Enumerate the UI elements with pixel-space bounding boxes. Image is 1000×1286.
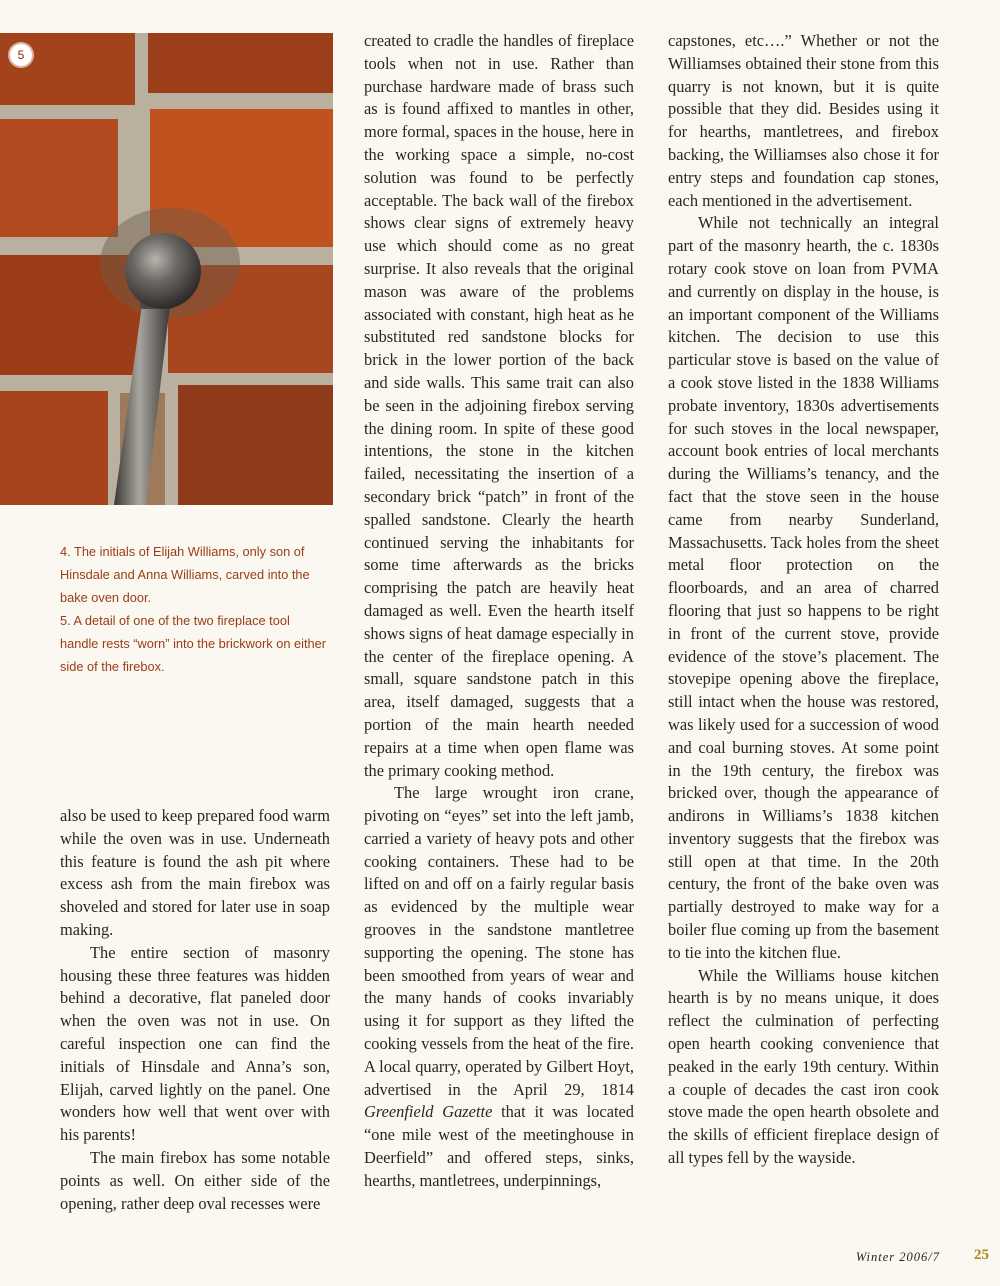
- paragraph: capstones, etc….” Whether or not the Williamses obtained their stone from this quarry is not known, but it is quite possible that they did. Besides using it for hearths, mantletrees, and firebox backing, the Williamses also chose it for entry steps and foundation cap stones, each mentioned in the advertisement.: [668, 31, 939, 210]
- paragraph: While the Williams house kitchen hearth is by no means unique, it does reflect the culmination of perfecting open hearth cooking convenience that peaked in the early 19th century. Within a couple of decades the cast iron cook stove made the open hearth obsolete and the skills of efficient fireplace design of all types fell by the wayside.: [668, 965, 939, 1168]
- paragraph: [364, 782, 634, 1192]
- paragraph: While not technically an integral part of the masonry hearth, the c. 1830s rotary cook stove on loan from PVMA and currently on display in the house, is an important component of the Williams kitchen. The decision to use this particular stove is based on the value of a cook stove listed in the 1838 Williams probate inventory, 1830s advertisements for such stoves in the local newspaper, account book entries of local merchants during the Williams’s tenancy, and the fact that the stove seen in the house came from nearby Sunderland, Massachusetts. Tack holes from the sheet metal floor protection on the floorboards, and an area of charred flooring that just so happens to be right in front of the current stove, provide evidence of the stove’s placement. The stovepipe opening above the fireplace, still intact when the house was restored, was likely used for a succession of wood and coal burning stoves. At some point in the 19th century, the firebox was bricked over, though the appearance of andirons in Williams’s 1838 kitchen inventory suggests that the firebox was still open at that time. In the 20th century, the front of the bake oven was partially destroyed to make way for a boiler flue coming up from the basement to tie into the kitchen flue.: [668, 213, 939, 962]
- caption-figure-5: 5. A detail of one of the two fireplace tool handle rests “worn” into the brickwork on either side of the firebox.: [60, 613, 327, 674]
- page-number: 25: [974, 1247, 989, 1263]
- paragraph: also be used to keep prepared food warm while the oven was in use. Underneath this feature is found the ash pit where excess ash from the main firebox was shoveled and stored for later use in soap making.: [60, 806, 330, 939]
- figure-number-badge: 5: [10, 44, 32, 66]
- paragraph: The entire section of masonry housing these three features was hidden behind a decorative, flat paneled door when the oven was not in use. On careful inspection one can find the initials of Hinsdale and Anna’s son, Elijah, carved lightly on the panel. One wonders how well that went over with his parents!: [60, 942, 330, 1145]
- paragraph: created to cradle the handles of fireplace tools when not in use. Rather than purchase hardware made of brass such as is found affixed to mantles in other, more formal, spaces in the house, here in the working space a simple, no-cost solution was found to be perfectly acceptable. The back wall of the firebox shows clear signs of extremely heavy use which should come as no great surprise. It also reveals that the original mason was aware of the problems associated with constant, high heat as he substituted red sandstone blocks for brick in the lower portion of the back and side walls. This same trait can also be seen in the adjoining firebox serving the dining room. In spite of these good intentions, the stone in the kitchen failed, necessitating the insertion of a secondary brick “patch” in front of the spalled sandstone. Clearly the hearth continued serving the inhabitants for some time afterwards as the bricks comprising the patch are heavily heat damaged as well. Even the hearth itself shows signs of heat damage especially in the center of the fireplace opening. A small, square sandstone patch in this area, itself damaged, suggests that a portion of the main hearth needed repairs at a time when open flame was the primary cooking method.: [364, 31, 634, 780]
- paragraph: The main firebox has some notable points as well. On either side of the opening, rather deep oval recesses were: [60, 1147, 330, 1213]
- text-column-1: [60, 805, 330, 1215]
- brick-photo: [0, 33, 333, 505]
- newspaper-title: Greenfield Gazette: [364, 1102, 493, 1122]
- paragraph-text: that it was located “one mile west of the meetinghouse in Deerfield” and offered steps, sinks, hearths, mantletrees, underpinnings,: [364, 1102, 634, 1190]
- paragraph-text: The large wrought iron crane, pivoting on “eyes” set into the left jamb, carried a variety of heavy pots and other cooking containers. These had to be lifted on and off on a fairly regular basis as evidenced by the multiple wear grooves in the sandstone mantletree supporting the opening. The stone has been smoothed from years of wear and the many hands of cooks invariably using it for support as they lifted the cooking vessels from the heat of the fire. A local quarry, operated by Gilbert Hoyt, advertised in the April 29, 1814: [364, 783, 634, 1099]
- brick-wall-illustration: [0, 33, 333, 505]
- text-column-3: [668, 30, 939, 1170]
- figure-captions: [60, 540, 330, 678]
- issue-label: Winter 2006/7: [855, 1250, 940, 1264]
- caption-figure-4: 4. The initials of Elijah Williams, only son of Hinsdale and Anna Williams, carved into the bake oven door.: [60, 544, 310, 605]
- text-column-2: [364, 30, 634, 1193]
